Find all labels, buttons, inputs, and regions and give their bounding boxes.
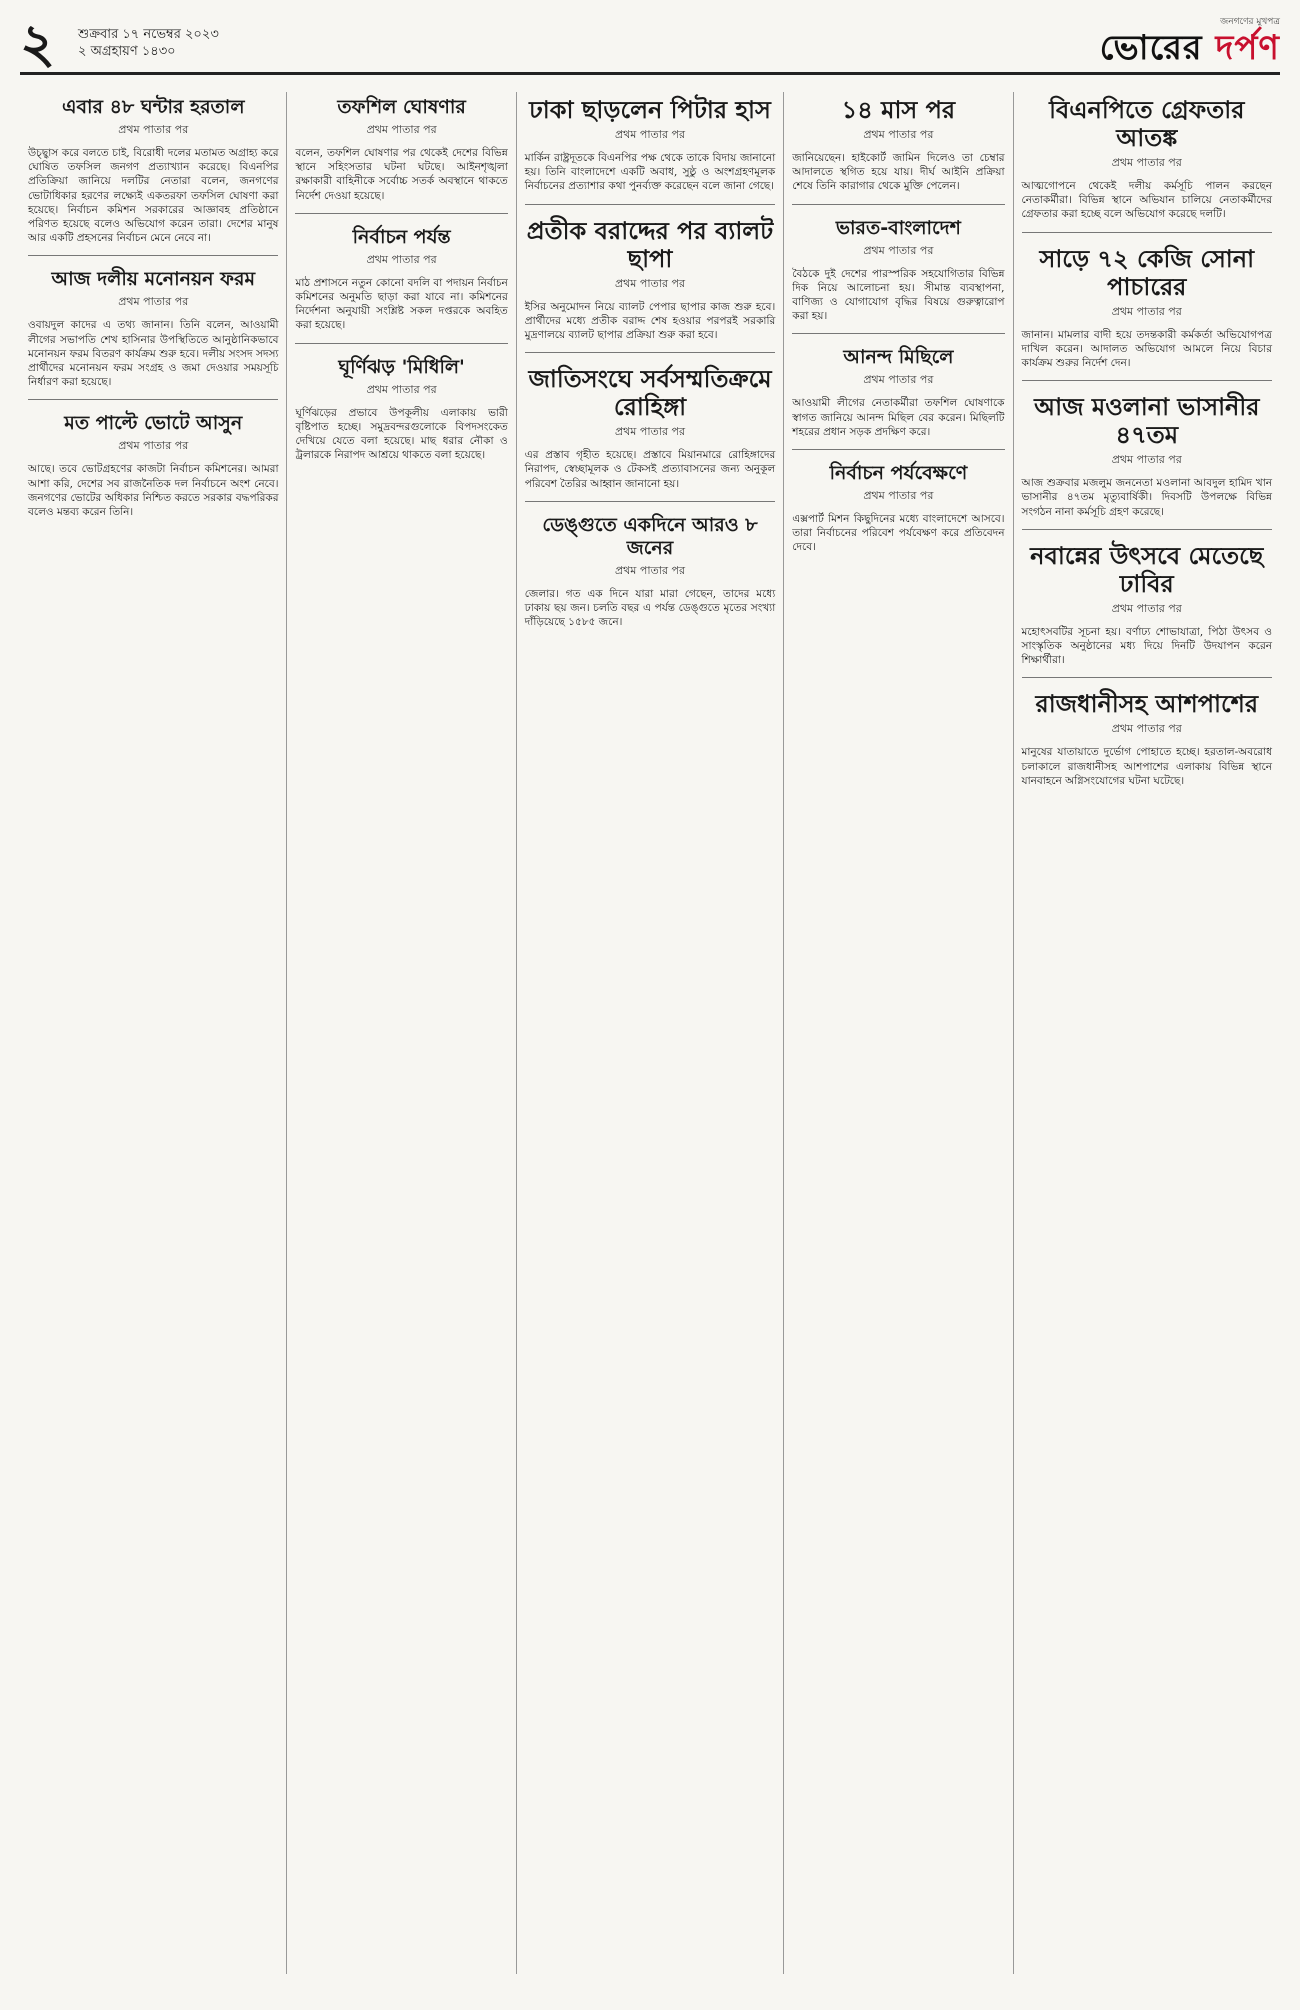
brand-tagline: জনগণের মুখপত্র (1220, 17, 1280, 27)
headline: জাতিসংঘে সর্বসম্মতিক্রমে রোহিঙ্গা (528, 365, 772, 422)
story-body: জানিয়েছেন। হাইকোর্ট জামিন দিলেও তা চেম্বার আদালতে স্থগিত হয়ে যায়। দীর্ঘ আইনি প্রক্রিয়া শেষে তিনি কারাগার থেকে মুক্তি পেলেন। (792, 152, 1005, 193)
date-line-1: শুক্রবার ১৭ নভেম্বর ২০২৩ (78, 27, 219, 42)
jump-line: প্রথম পাতার পর (1111, 156, 1182, 169)
story-body: বৈঠকে দুই দেশের পারস্পরিক সহযোগিতার বিভিন্ন দিক নিয়ে আলোচনা হয়। সীমান্ত ব্যবস্থাপনা, বাণিজ্য ও যোগাযোগ বৃদ্ধির বিষয়ে গুরুত্বারোপ করা হয়। (792, 267, 1005, 323)
story-body: জানান। মামলার বাদী হয়ে তদন্তকারী কর্মকর্তা অভিযোগপত্র দাখিল করেন। আদালত অভিযোগ আমলে নিয়ে বিচার কার্যক্রম শুরুর নির্দেশ দেন। (1021, 328, 1273, 370)
jump-line: প্রথম পাতার পর (366, 382, 437, 396)
headline: ঘূর্ণিঝড় 'মিধিলি' (338, 355, 465, 378)
headline: রাজধানীসহ আশপাশের (1035, 690, 1259, 719)
headline: আজ দলীয় মনোনয়ন ফরম (51, 268, 256, 291)
jump-line: প্রথম পাতার পর (614, 425, 686, 439)
story-body: মহোৎসবটির সূচনা হয়। বর্ণাঢ্য শোভাযাত্রা, পিঠা উৎসব ও সাংস্কৃতিক অনুষ্ঠানের মধ্য দিয়ে দিনটি উদযাপন করেন শিক্ষার্থীরা। (1021, 625, 1273, 667)
story-dengue (525, 501, 775, 630)
page-number: ২ (20, 11, 56, 75)
story-celebration-rally (792, 333, 1004, 439)
story-body: এর প্রস্তাব গৃহীত হয়েছে। প্রস্তাবে মিয়ানমারে রোহিঙ্গাদের নিরাপদ, স্বেচ্ছামূলক ও টেকসই প্রত্যাবাসনের জন্য অনুকূল পরিবেশ তৈরির আহ্বান জানানো হয়। (524, 449, 776, 490)
newspaper-logo (1100, 29, 1280, 67)
story-body: আওয়ামী লীগের নেতাকর্মীরা তফশিল ঘোষণাকে স্বাগত জানিয়ে আনন্দ মিছিল বের করেন। মিছিলটি শহরের প্রধান সড়ক প্রদক্ষিণ করে। (792, 397, 1005, 438)
story-body: উচ্ছ্বাস করে বলতে চাই, বিরোধী দলের মতামত অগ্রাহ্য করে ঘোষিত তফসিল জনগণ প্রত্যাখ্যান করেছে। বিএনপির প্রতিক্রিয়া জানিয়ে দলটির নেতারা বলেন, জনগণের ভোটাধিকার হরণের লক্ষ্যেই একতরফা তফসিল ঘোষণা করা হয়েছে। নির্বাচন কমিশন সরকারের আজ্ঞাবহ প্রতিষ্ঠানে পরিণত হয়েছে বলেও অভিযোগ করেন তারা। দেশের মানুষ আর একটি প্রহসনের নির্বাচন মেনে নেবে না। (28, 147, 279, 245)
column-3 (517, 92, 784, 1974)
newspaper-page (20, 11, 1280, 1974)
story-body: ওবায়দুল কাদের এ তথ্য জানান। তিনি বলেন, আওয়ামী লীগের সভাপতি শেখ হাসিনার উপস্থিতিতে আনুষ্ঠানিকভাবে মনোনয়ন ফরম বিতরণ কার্যক্রম শুরু হবে। দলীয় সংসদ সদস্য প্রার্থীদের মনোনয়ন ফরম সংগ্রহ ও জমা দেওয়ার সময়সূচি নির্ধারণ করা হয়েছে। (28, 319, 279, 389)
logo-part-1: ভোরের (1099, 28, 1203, 68)
jump-line: প্রথম পাতার পর (1111, 453, 1182, 467)
headline: নির্বাচন পর্যন্ত (352, 225, 451, 248)
jump-line: প্রথম পাতার পর (1111, 722, 1182, 736)
headline: ডেঙ্গুতে একদিনে আরও ৮ জনের (542, 513, 758, 559)
story-bhashani (1022, 380, 1272, 519)
headline: ১৪ মাস পর (841, 96, 956, 124)
story-capital-surroundings (1022, 677, 1272, 788)
jump-line: প্রথম পাতার পর (863, 373, 934, 387)
story-peter-haas (525, 96, 775, 194)
article-columns (20, 92, 1280, 1974)
story-un-rohingya (525, 352, 775, 491)
headline: ঢাকা ছাড়লেন পিটার হাস (529, 96, 771, 124)
story-body: আছে। তবে ভোটগ্রহণের কাজটা নির্বাচন কমিশনের। আমরা আশা করি, দেশের সব রাজনৈতিক দল নির্বাচনে অংশ নেবে। জনগণের ভোটের অধিকার নিশ্চিত করতে সরকার বদ্ধপরিকর বলেও মন্তব্য করেন তিনি। (28, 463, 279, 519)
story-body: ইসির অনুমোদন নিয়ে ব্যালট পেপার ছাপার কাজ শুরু হবে। প্রার্থীদের মধ্যে প্রতীক বরাদ্দ শেষ হওয়ার পরপরই সরকারি মুদ্রণালয়ে ব্যালট ছাপার প্রক্রিয়া শুরু করা হবে। (524, 300, 776, 342)
story-body: মাঠ প্রশাসনে নতুন কোনো বদলি বা পদায়ন নির্বাচন কমিশনের অনুমতি ছাড়া করা যাবে না। কমিশনের নির্দেশনা অনুযায়ী সংশ্লিষ্ট সকল দপ্তরকে অবহিত করা হয়েছে। (295, 276, 508, 332)
date-block (78, 26, 219, 60)
jump-line: প্রথম পাতার পর (118, 123, 189, 136)
jump-line: প্রথম পাতার পর (1111, 601, 1182, 615)
story-cyclone (295, 343, 507, 463)
date-line-2: ২ অগ্রহায়ণ ১৪৩০ (78, 44, 176, 59)
headline: নির্বাচন পর্যবেক্ষণে (829, 462, 968, 485)
headline: মত পাল্টে ভোটে আসুন (64, 412, 243, 435)
jump-line: প্রথম পাতার পর (366, 252, 437, 266)
headline: প্রতীক বরাদ্দের পর ব্যালট ছাপা (526, 216, 774, 273)
story-bnp-arrest-fear (1022, 96, 1272, 222)
jump-line: প্রথম পাতার পর (614, 128, 686, 141)
headline: আনন্দ মিছিলে (843, 346, 954, 369)
headline: সাড়ে ৭২ কেজি সোনা পাচারের (1039, 244, 1255, 301)
column-5 (1014, 92, 1280, 1974)
story-ballot-printing (525, 204, 775, 343)
story-body: মানুষের যাতায়াতে দুর্ভোগ পোহাতে হচ্ছে। হরতাল-অবরোধ চলাকালে রাজধানীসহ আশপাশের এলাকায় বিভিন্ন স্থানে যানবাহনে অগ্নিসংযোগের ঘটনা ঘটেছে। (1021, 746, 1273, 787)
jump-line: প্রথম পাতার পর (118, 439, 189, 453)
story-body: বলেন, তফশিল ঘোষণার পর থেকেই দেশের বিভিন্ন স্থানে সহিংসতার ঘটনা ঘটছে। আইনশৃঙ্খলা রক্ষাকারী বাহিনীকে সর্বোচ্চ সতর্ক অবস্থানে থাকতে নির্দেশ দেওয়া হয়েছে। (295, 147, 508, 202)
story-india-bangladesh (792, 204, 1004, 324)
story-body: এক্সপার্ট মিশন কিছুদিনের মধ্যে বাংলাদেশে আসবে। তারা নির্বাচনের পরিবেশ পর্যবেক্ষণ করে প্রতিবেদন দেবে। (792, 513, 1005, 554)
masthead (20, 11, 1280, 75)
story-nomination-form (28, 255, 278, 389)
headline: ভারত-বাংলাদেশ (835, 216, 961, 239)
column-2 (287, 92, 516, 1974)
story-body: জেলার। গত এক দিনে যারা মারা গেছেন, তাদের মধ্যে ঢাকায় ছয় জন। চলতি বছর এ পর্যন্ত ডেঙ্গুতে মৃতের সংখ্যা দাঁড়িয়েছে ১৫৮৫ জনে। (524, 587, 776, 629)
headline: তফশিল ঘোষণার (337, 96, 466, 118)
jump-line: প্রথম পাতার পর (614, 563, 686, 577)
jump-line: প্রথম পাতার পর (863, 489, 934, 503)
story-until-election (295, 213, 507, 333)
headline: বিএনপিতে গ্রেফতার আতঙ্ক (1049, 96, 1245, 152)
column-1 (20, 92, 287, 1974)
jump-line: প্রথম পাতার পর (614, 276, 686, 290)
story-body: ঘূর্ণিঝড়ের প্রভাবে উপকূলীয় এলাকায় ভারী বৃষ্টিপাত হচ্ছে। সমুদ্রবন্দরগুলোকে বিপদসংকেত দেখিয়ে যেতে বলা হয়েছে। মাছ ধরার নৌকা ও ট্রলারকে নিরাপদ আশ্রয়ে থাকতে বলা হয়েছে। (295, 406, 508, 462)
story-14-months (792, 96, 1004, 194)
jump-line: প্রথম পাতার পর (118, 295, 189, 309)
newspaper-brand (1100, 14, 1280, 67)
jump-line: প্রথম পাতার পর (366, 123, 437, 136)
logo-part-2: দর্পণ (1215, 28, 1280, 68)
story-election-observation (792, 449, 1004, 555)
headline: এবার ৪৮ ঘন্টার হরতাল (61, 96, 245, 118)
story-gold-smuggling (1022, 232, 1272, 371)
headline: নবান্নের উৎসবে মেতেছে ঢাবির (1030, 541, 1264, 598)
story-body: মার্কিন রাষ্ট্রদূতকে বিএনপির পক্ষ থেকে তাকে বিদায় জানানো হয়। তিনি বাংলাদেশে একটি অবাধ, সুষ্ঠু ও অংশগ্রহণমূলক নির্বাচনের প্রত্যাশার কথা পুনর্ব্যক্ত করেছেন বলে জানা গেছে। (524, 152, 776, 193)
story-hartal (28, 96, 278, 245)
story-join-election (28, 399, 278, 519)
jump-line: প্রথম পাতার পর (863, 128, 934, 141)
headline: আজ মওলানা ভাসানীর ৪৭তম (1034, 393, 1260, 450)
jump-line: প্রথম পাতার পর (863, 243, 934, 257)
story-body: আজ শুক্রবার মজলুম জননেতা মওলানা আবদুল হামিদ খান ভাসানীর ৪৭তম মৃত্যুবার্ষিকী। দিবসটি উপলক্ষে বিভিন্ন সংগঠন নানা কর্মসূচি গ্রহণ করেছে। (1021, 477, 1273, 518)
column-4 (784, 92, 1013, 1974)
story-schedule (295, 96, 507, 203)
story-body: আত্মগোপনে থেকেই দলীয় কর্মসূচি পালন করছেন নেতাকর্মীরা। বিভিন্ন স্থানে অভিযান চালিয়ে নেতাকর্মীদের গ্রেফতার করা হচ্ছে বলে অভিযোগ করেছে দলটি। (1021, 180, 1273, 221)
jump-line: প্রথম পাতার পর (1111, 304, 1182, 318)
story-nabanna-festival (1022, 529, 1272, 668)
